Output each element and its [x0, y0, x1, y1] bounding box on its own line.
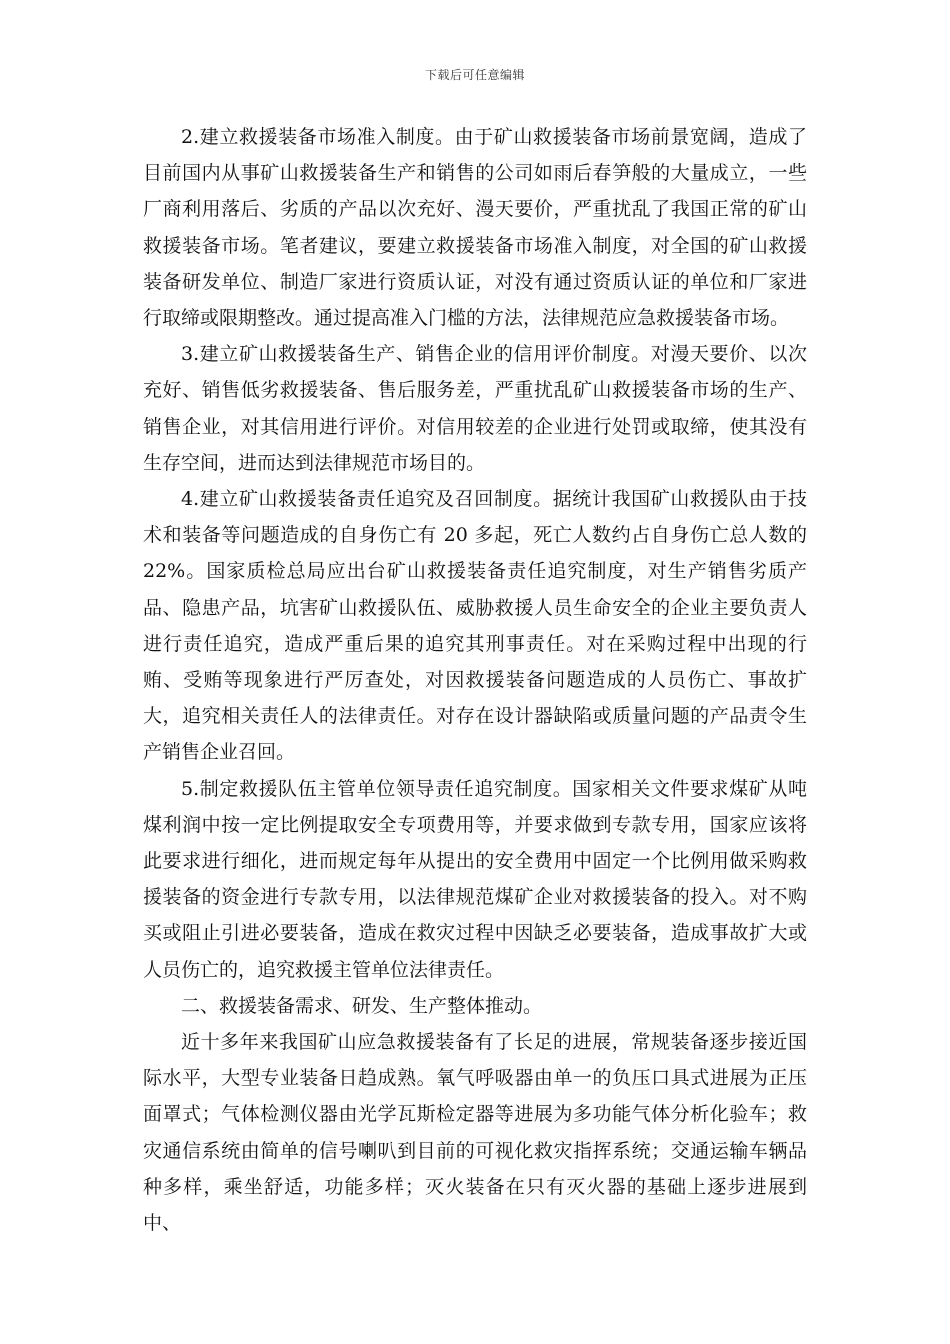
page-header: 下载后可任意编辑 — [424, 68, 525, 82]
paragraph-item-3: 3.建立矿山救援装备生产、销售企业的信用评价制度。对漫天要价、以次充好、销售低劣救援装备、售后服务差，严重扰乱矿山救援装备市场的生产、销售企业，对其信用进行评价。对信用较差的企业进行处罚或取缔，使其没有生存空间，进而达到法律规范市场目的。 — [143, 343, 807, 474]
paragraph-item-4: 4.建立矿山救援装备责任追究及召回制度。据统计我国矿山救援队由于技术和装备等问题造成的自身伤亡有 20 多起，死亡人数约占自身伤亡总人数的 22%。国家质检总局应出台矿山救援装备责任追究制度，对生产销售劣质产品、隐患产品，坑害矿山救援队伍、威胁救援人员生命安全的企业主要负责人进行责任追究，造成严重后果的追究其刑事责任。对在采购过程中出现的行贿、受贿等现象进行严厉查处，对因救援装备问题造成的人员伤亡、事故扩大，追究相关责任人的法律责任。对存在设计器缺陷或质量问题的产品责令生产销售企业召回。 — [143, 488, 807, 764]
section-heading: 二、救援装备需求、研发、生产整体推动。 — [181, 994, 543, 1017]
paragraph-item-5: 5.制定救援队伍主管单位领导责任追究制度。国家相关文件要求煤矿从吨煤利润中按一定比例提取安全专项费用等，并要求做到专款专用，国家应该将此要求进行细化，进而规定每年从提出的安全费用中固定一个比例用做采购救援装备的资金进行专款专用，以法律规范煤矿企业对救援装备的投入。对不购买或阻止引进必要装备，造成在救灾过程中因缺乏必要装备，造成事故扩大或人员伤亡的，追究救援主管单位法律责任。 — [143, 777, 807, 981]
paragraph-item-2: 2.建立救援装备市场准入制度。由于矿山救援装备市场前景宽阔，造成了目前国内从事矿山救援装备生产和销售的公司如雨后春笋般的大量成立，一些厂商利用落后、劣质的产品以次充好、漫天要价，严重扰乱了我国正常的矿山救援装备市场。笔者建议，要建立救援装备市场准入制度，对全国的矿山救援装备研发单位、制造厂家进行资质认证，对没有通过资质认证的单位和厂家进行取缔或限期整改。通过提高准入门槛的方法，法律规范应急救援装备市场。 — [143, 126, 807, 330]
document-body — [143, 119, 807, 1241]
paragraph-body: 近十多年来我国矿山应急救援装备有了长足的进展，常规装备逐步接近国际水平，大型专业装备日趋成熟。氧气呼吸器由单一的负压口具式进展为正压面罩式；气体检测仪器由光学瓦斯检定器等进展为多功能气体分析化验车；救灾通信系统由简单的信号喇叭到目前的可视化救灾指挥系统；交通运输车辆品种多样，乘坐舒适，功能多样；灭火装备在只有灭火器的基础上逐步进展到中、 — [143, 1031, 807, 1235]
